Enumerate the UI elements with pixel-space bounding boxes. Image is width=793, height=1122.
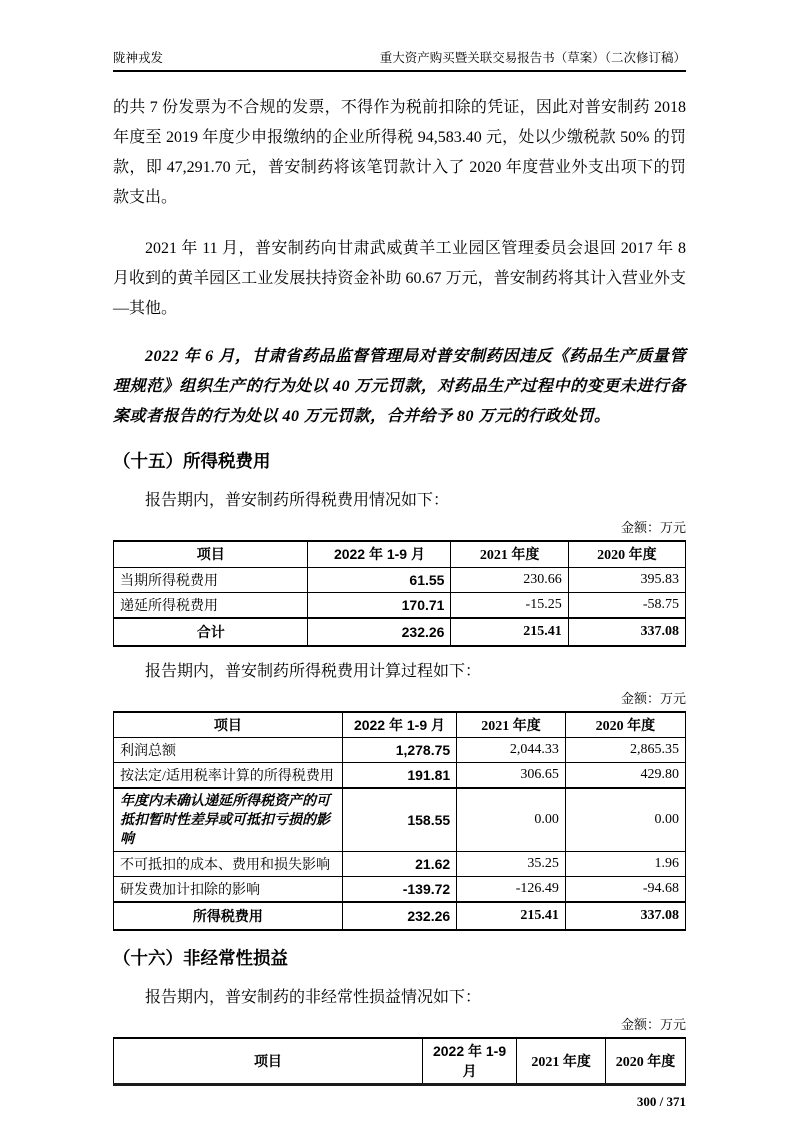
header-cell-2022: 2022 年 1-9 月 — [422, 1038, 516, 1085]
row-label-cell: 年度内未确认递延所得税资产的可抵扣暂时性差异或可抵扣亏损的影响 — [114, 788, 343, 852]
header-cell-2022: 2022 年 1-9 月 — [342, 712, 456, 738]
header-doc-title: 重大资产购买暨关联交易报告书（草案）（二次修订稿） — [379, 51, 686, 65]
value-cell-2022: -139.72 — [342, 877, 456, 903]
value-cell-2022: 191.81 — [342, 763, 456, 789]
header-cell-2021: 2021 年度 — [517, 1038, 606, 1085]
header-cell-2022: 2022 年 1-9 月 — [308, 541, 451, 567]
value-cell-2022: 170.71 — [308, 592, 451, 618]
row-label-cell: 按法定/适用税率计算的所得税费用 — [114, 763, 343, 789]
table-total-row — [114, 618, 686, 646]
value-cell-2022: 1,278.75 — [342, 738, 456, 763]
page-header — [113, 48, 686, 72]
paragraph-invoice-penalty: 的共 7 份发票为不合规的发票，不得作为税前扣除的凭证，因此对普安制药 2018 年度至 2019 年度少申报缴纳的企业所得税 94,583.40 元，处以少缴税款 50% 的罚款，即 47,291.70 元，普安制药将该笔罚款计入了 2020 年度营业外支出项下的罚款支出。 — [113, 99, 686, 206]
paragraph-subsidy-refund: 2021 年 11 月，普安制药向甘肃武威黄羊工业园区管理委员会退回 2017 年 8 月收到的黄羊园区工业发展扶持资金补助 60.67 万元，普安制药将其计入营业外支—其他。 — [113, 240, 686, 317]
value-cell-2021: -126.49 — [457, 877, 566, 903]
page-number: 300 / 371 — [636, 1094, 686, 1109]
paragraph-gmp-penalty: 2022 年 6 月，甘肃省药品监督管理局对普安制药因违反《药品生产质量管理规范》组织生产的行为处以 40 万元罚款，对药品生产过程中的变更未进行备案或者报告的行为处以 40 万元罚款，合并给予 80 万元的行政处罚。 — [113, 348, 686, 425]
header-cell-item: 项目 — [114, 1038, 423, 1085]
header-cell-2020: 2020 年度 — [605, 1038, 685, 1085]
header-cell-2020: 2020 年度 — [568, 541, 685, 567]
table-row — [114, 738, 686, 763]
section-16-intro: 报告期内，普安制药的非经常性损益情况如下： — [145, 989, 482, 1006]
table-total-row — [114, 902, 686, 930]
value-cell-2020: 429.80 — [565, 763, 685, 789]
row-label-cell: 递延所得税费用 — [114, 592, 308, 618]
row-label-cell: 利润总额 — [114, 738, 343, 763]
table-row — [114, 592, 686, 618]
table-row — [114, 567, 686, 592]
table-row — [114, 852, 686, 877]
value-cell-2022: 61.55 — [308, 567, 451, 592]
value-cell-2020: 337.08 — [565, 902, 685, 930]
section-15-intro: 报告期内，普安制药所得税费用情况如下： — [145, 492, 450, 509]
header-cell-item: 项目 — [114, 712, 343, 738]
value-cell-2021: 0.00 — [457, 788, 566, 852]
value-cell-2021: 306.65 — [457, 763, 566, 789]
total-label-cell: 所得税费用 — [114, 902, 343, 930]
value-cell-2020: -94.68 — [565, 877, 685, 903]
value-cell-2022: 232.26 — [308, 618, 451, 646]
income-tax-calculation-table — [113, 711, 686, 932]
table-header-row — [114, 541, 686, 567]
section-15-intro-2: 报告期内，普安制药所得税费用计算过程如下： — [145, 662, 482, 680]
total-label-cell: 合计 — [114, 618, 308, 646]
value-cell-2021: 2,044.33 — [457, 738, 566, 763]
value-cell-2021: 35.25 — [457, 852, 566, 877]
header-cell-2020: 2020 年度 — [565, 712, 685, 738]
row-label-cell: 当期所得税费用 — [114, 567, 308, 592]
header-cell-2021: 2021 年度 — [457, 712, 566, 738]
header-cell-2021: 2021 年度 — [451, 541, 568, 567]
income-tax-expense-table — [113, 540, 686, 647]
table-row — [114, 877, 686, 903]
value-cell-2020: 337.08 — [568, 618, 685, 646]
table-row — [114, 763, 686, 789]
value-cell-2022: 232.26 — [342, 902, 456, 930]
table-header-row — [114, 1038, 686, 1085]
value-cell-2020: 1.96 — [565, 852, 685, 877]
table-header-row — [114, 712, 686, 738]
unit-label: 金额：万元 — [620, 1017, 686, 1032]
value-cell-2022: 158.55 — [342, 788, 456, 852]
section-15-heading: （十五）所得税费用 — [113, 451, 271, 471]
value-cell-2020: -58.75 — [568, 592, 685, 618]
value-cell-2021: -15.25 — [451, 592, 568, 618]
section-16-heading: （十六）非经常性损益 — [113, 948, 288, 968]
header-cell-item: 项目 — [114, 541, 308, 567]
non-recurring-items-table — [113, 1037, 686, 1086]
value-cell-2020: 0.00 — [565, 788, 685, 852]
value-cell-2021: 215.41 — [457, 902, 566, 930]
table-row-emphasis — [114, 788, 686, 852]
value-cell-2021: 230.66 — [451, 567, 568, 592]
row-label-cell: 研发费加计扣除的影响 — [114, 877, 343, 903]
unit-label: 金额：万元 — [620, 520, 686, 535]
value-cell-2022: 21.62 — [342, 852, 456, 877]
value-cell-2020: 2,865.35 — [565, 738, 685, 763]
value-cell-2021: 215.41 — [451, 618, 568, 646]
unit-label: 金额：万元 — [620, 690, 686, 706]
value-cell-2020: 395.83 — [568, 567, 685, 592]
header-short-title: 陇神戎发 — [113, 51, 164, 65]
row-label-cell: 不可抵扣的成本、费用和损失影响 — [114, 852, 343, 877]
